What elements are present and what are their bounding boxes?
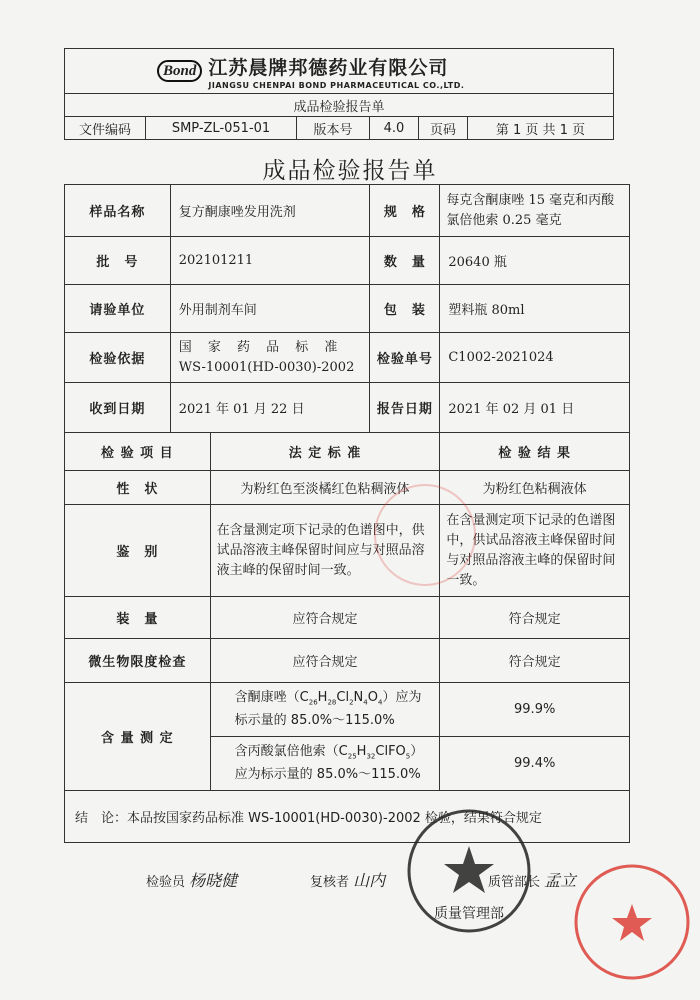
faint-red-stamp (370, 480, 480, 590)
dept-label: 请验单位 (65, 285, 171, 333)
result-assay-ketoconazole: 99.9% (440, 683, 630, 737)
table-row (65, 597, 630, 639)
item-microbial: 微生物限度检查 (65, 639, 211, 683)
company-name-en: JIANGSU CHENPAI BOND PHARMACEUTICAL CO.,LTD. (208, 80, 465, 90)
file-no-label: 文件编码 (65, 117, 146, 140)
reviewer-signature (310, 868, 385, 891)
basis-value (170, 333, 370, 383)
table-row (65, 639, 630, 683)
sample-name-value: 复方酮康唑发用洗剂 (170, 185, 370, 237)
spec-label: 规 格 (370, 185, 440, 237)
item-appearance: 性 状 (65, 471, 211, 505)
col-header-standard: 法 定 标 准 (210, 433, 440, 471)
result-assay-clobetasol: 99.4% (440, 737, 630, 791)
std-assay-clobetasol: 含丙酸氯倍他索$(C_{25}H_{32}ClFO_5)$ 应为标示量的 85.0%～115.0% (210, 737, 440, 791)
std-identification: 在含量测定项下记录的色谱图中，供试品溶液主峰保留时间应与对照品溶液主峰的保留时间一致。 (210, 505, 440, 597)
std-assay-ketoconazole: 含酮康唑$(C_{26}H_{28}Cl_2N_4O_4)$应为 标示量的 85.0%～115.0% (210, 683, 440, 737)
item-assay: 含 量 测 定 (65, 683, 211, 791)
col-header-item: 检 验 项 目 (65, 433, 211, 471)
conclusion (65, 791, 630, 843)
package-label: 包 装 (370, 285, 440, 333)
reviewer-handwriting: 山内 (353, 871, 386, 890)
seal-bottom-text: 质量管理部 (434, 906, 504, 922)
batch-label: 批 号 (65, 237, 171, 285)
table-row (65, 683, 630, 737)
company-name-cn: 江苏晨牌邦德药业有限公司 (208, 56, 449, 79)
page-label: 页码 (419, 117, 468, 140)
page-title: 成品检验报告单 (262, 158, 438, 184)
qa-label: 质管部长 (488, 875, 541, 890)
item-identification: 鉴 别 (65, 505, 211, 597)
customer-seal-stamp (570, 860, 694, 984)
result-appearance: 为粉红色粘稠液体 (440, 471, 630, 505)
std-microbial: 应符合规定 (210, 639, 440, 683)
result-fill-volume: 符合规定 (440, 597, 630, 639)
report-no-label: 检验单号 (370, 333, 440, 383)
quantity-label: 数 量 (370, 237, 440, 285)
result-microbial: 符合规定 (440, 639, 630, 683)
std-appearance: 为粉红色至淡橘红色粘稠液体 (210, 471, 440, 505)
sample-name-label: 样品名称 (65, 185, 171, 237)
item-fill-volume: 装 量 (65, 597, 211, 639)
version-value: 4.0 (370, 117, 419, 140)
package-value: 塑料瓶 80ml (440, 285, 630, 333)
page-value: 第 1 页 共 1 页 (468, 117, 614, 140)
basis-line-1: 国 家 药 品 标 准 (178, 339, 344, 355)
basis-line-2: WS-10001(HD-0030)-2002 (178, 359, 355, 375)
reviewer-label: 复核者 (310, 875, 350, 890)
inspector-label: 检验员 (146, 875, 186, 890)
batch-value: 202101211 (170, 237, 370, 285)
conclusion-text: 本品按国家药品标准 WS-10001(HD-0030)-2002 检验，结果符合规定 (127, 811, 542, 826)
report-date-label: 报告日期 (370, 383, 440, 433)
report-table (64, 184, 630, 843)
dept-value: 外用制剂车间 (170, 285, 370, 333)
inspector-signature (146, 868, 237, 891)
report-no-value: C1002-2021024 (440, 333, 630, 383)
std-fill-volume: 应符合规定 (210, 597, 440, 639)
company-header (65, 49, 614, 94)
spec-value: 每克含酮康唑 15 毫克和丙酸氯倍他索 0.25 毫克 (440, 185, 630, 237)
quantity-value: 20640 瓶 (440, 237, 630, 285)
company-logo: Bond (157, 60, 202, 82)
qa-handwriting: 孟立 (544, 871, 577, 890)
basis-label: 检验依据 (65, 333, 171, 383)
conclusion-label: 结 论： (75, 811, 128, 826)
result-identification: 在含量测定项下记录的色谱图中，供试品溶液主峰保留时间与对照品溶液主峰的保留时间一致。 (440, 505, 630, 597)
company-seal-stamp (404, 806, 534, 936)
report-date-value: 2021 年 02 月 01 日 (440, 383, 630, 433)
received-date-label: 收到日期 (65, 383, 171, 433)
file-no-value: SMP-ZL-051-01 (146, 117, 297, 140)
header-doc-title: 成品检验报告单 (65, 94, 614, 117)
received-date-value: 2021 年 01 月 22 日 (170, 383, 370, 433)
col-header-result: 检 验 结 果 (440, 433, 630, 471)
document-header (64, 48, 614, 140)
version-label: 版本号 (297, 117, 370, 140)
table-row (65, 471, 630, 505)
inspector-handwriting: 杨晓健 (189, 871, 238, 890)
table-row (65, 505, 630, 597)
